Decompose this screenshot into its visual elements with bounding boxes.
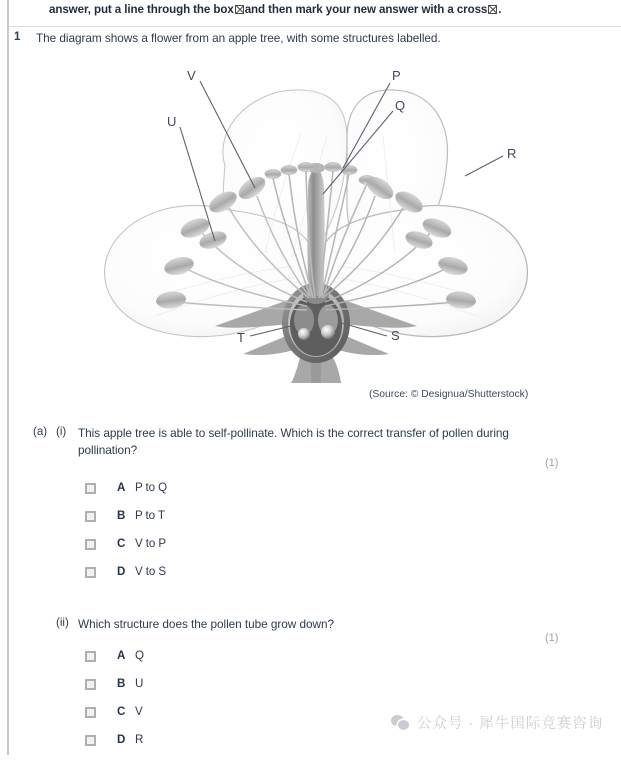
- option-checkbox-d[interactable]: [85, 735, 96, 746]
- option-letter: D: [117, 733, 126, 746]
- question-number: 1: [14, 31, 21, 43]
- option-text: V to S: [135, 565, 166, 578]
- crossed-box-icon: [488, 5, 497, 14]
- question-a-i-text: This apple tree is able to self-pollinate. Which is the correct transfer of pollen during pollination?: [78, 426, 509, 457]
- option-text: V to P: [135, 537, 166, 550]
- option-checkbox-b[interactable]: [85, 679, 96, 690]
- marks-a-ii: (1): [545, 632, 559, 644]
- option-checkbox-c[interactable]: [85, 707, 96, 718]
- page-top-rule: [9, 26, 621, 27]
- diagram-label-V: V: [187, 68, 196, 83]
- page-left-rule: [7, 0, 9, 755]
- option-letter: A: [117, 481, 126, 494]
- option-letter: C: [117, 705, 126, 718]
- option-text: V: [135, 705, 143, 718]
- crossed-box-icon: [235, 5, 244, 14]
- diagram-label-U: U: [167, 114, 177, 129]
- instruction-text-part3: .: [498, 3, 502, 16]
- option-text: U: [135, 677, 144, 690]
- option-letter: A: [117, 649, 126, 662]
- option-text: P to Q: [135, 481, 168, 494]
- diagram-source-caption: (Source: © Designua/Shutterstock): [369, 389, 529, 400]
- option-text: Q: [135, 649, 144, 662]
- option-checkbox-d[interactable]: [85, 567, 96, 578]
- diagram-label-T: T: [237, 330, 245, 345]
- watermark-text: 公众号 · 犀牛国际竞赛咨询: [417, 716, 604, 732]
- diagram-label-S: S: [391, 328, 400, 343]
- option-letter: D: [117, 565, 126, 578]
- option-letter: B: [117, 509, 126, 522]
- diagram-label-R: R: [507, 146, 517, 161]
- option-text: P to T: [135, 509, 165, 522]
- diagram-label-P: P: [392, 68, 401, 83]
- wechat-icon: [391, 715, 410, 731]
- option-checkbox-a[interactable]: [85, 651, 96, 662]
- option-letter: B: [117, 677, 126, 690]
- option-checkbox-b[interactable]: [85, 511, 96, 522]
- answer-instruction: [49, 2, 614, 17]
- subpart-label-i: (i): [56, 425, 67, 438]
- option-checkbox-c[interactable]: [85, 539, 96, 550]
- instruction-text-part2: and then mark your new answer with a cross: [244, 3, 488, 16]
- instruction-text-part1: answer, put a line through the box: [49, 3, 234, 16]
- option-letter: C: [117, 537, 126, 550]
- question-a-ii-text: Which structure does the pollen tube grow down?: [78, 617, 335, 631]
- watermark: [391, 712, 603, 733]
- subpart-label-ii: (ii): [56, 616, 69, 629]
- option-checkbox-a[interactable]: [85, 483, 96, 494]
- part-label-a: (a): [33, 425, 48, 438]
- flower-diagram: [95, 58, 535, 383]
- question-stem: The diagram shows a flower from an apple tree, with some structures labelled.: [36, 31, 441, 45]
- diagram-label-Q: Q: [395, 98, 406, 113]
- option-text: R: [135, 733, 144, 746]
- marks-a-i: (1): [545, 457, 559, 469]
